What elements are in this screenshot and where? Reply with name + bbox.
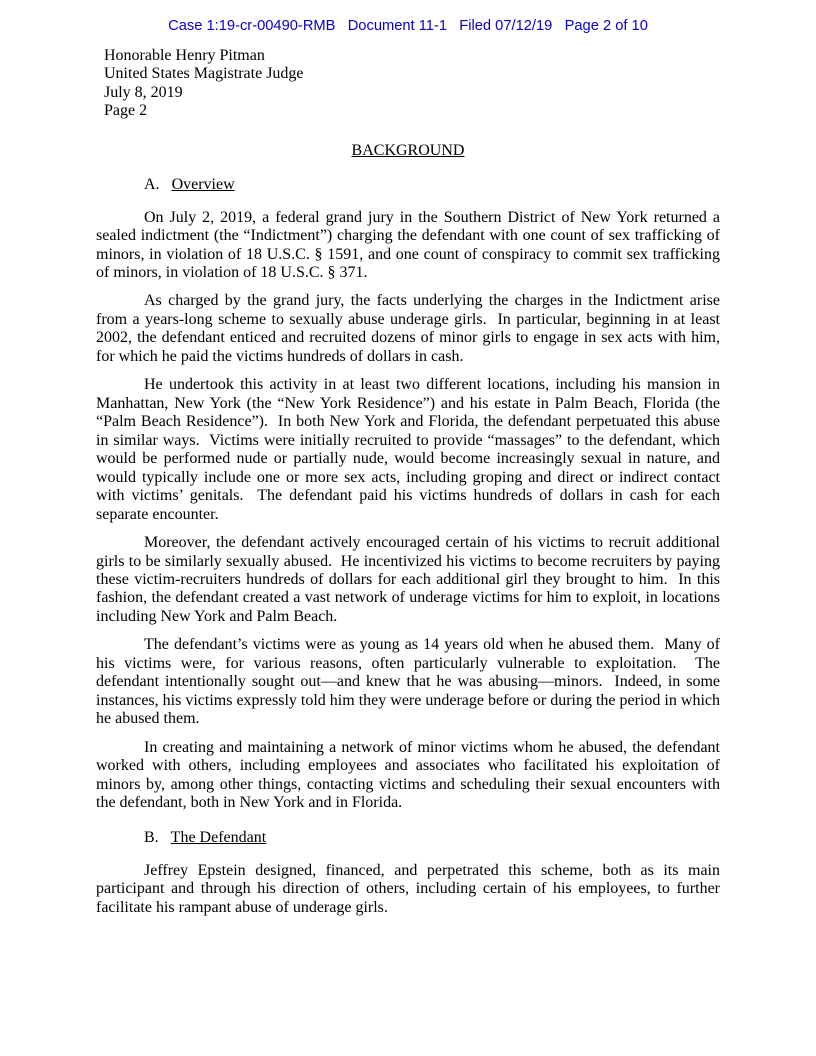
address-line-recipient: Honorable Henry Pitman bbox=[104, 47, 265, 64]
paragraph-overview-4: Moreover, the defendant actively encouraged certain of his victims to recruit additional girls to be similarly sexually abused. He incentivized his victims to become recruiters by paying these victim-recruiters hundreds of dollars for each additional girl they brought to him. In this fashion, the defendant created a vast network of underage victims for him to exploit, in locations including New York and Palm Beach. bbox=[96, 534, 724, 625]
paragraph-overview-6: In creating and maintaining a network of minor victims whom he abused, the defendant worked with others, including employees and associates who facilitated his exploitation of minors by, among other things, contacting victims and scheduling their sexual encounters with the defendant, both in New York and in Florida. bbox=[96, 738, 724, 812]
paragraph-overview-2: As charged by the grand jury, the facts underlying the charges in the Indictment arise from a years-long scheme to sexually abuse underage girls. In particular, beginning in at least 2002, the defendant enticed and recruited dozens of minor girls to engage in sex acts with him, for which he paid the victims hundreds of dollars in cash. bbox=[96, 292, 724, 365]
paragraph-overview-3: He undertook this activity in at least two different locations, including his mansion in Manhattan, New York (the “New York Residence”) and his estate in Palm Beach, Florida (the “Palm Beach Residence”). In both New York and Florida, the defendant perpetuated this abuse in similar ways. Victims were initially recruited to provide “massages” to the defendant, which would be performed nude or partially nude, would become increasingly sexual in nature, and would typically include one or more sex acts, including groping and direct or indirect contact with victims’ genitals. The defendant paid his victims hundreds of dollars in cash for each separate encounter. bbox=[96, 376, 724, 523]
section-prefix-b: B. bbox=[144, 828, 159, 846]
paragraph-overview-1: On July 2, 2019, a federal grand jury in the Southern District of New York returned a sealed indictment (the “Indictment”) charging the defendant with one count of sex trafficking of minors, in violation of 18 U.S.C. § 1591, and one count of conspiracy to commit sex trafficking of minors, in violation of 18 U.S.C. § 371. bbox=[96, 208, 724, 281]
address-block bbox=[104, 47, 720, 121]
section-label-overview: Overview bbox=[171, 175, 235, 193]
address-line-page: Page 2 bbox=[104, 102, 148, 120]
document-title-text: BACKGROUND bbox=[351, 141, 465, 159]
paragraph-defendant-1: Jeffrey Epstein designed, financed, and perpetrated this scheme, both as its main participant and through his direction of others, including certain of his employees, to further facilitate his rampant abuse of underage girls. bbox=[96, 861, 724, 916]
address-line-date: July 8, 2019 bbox=[104, 83, 183, 101]
section-heading-defendant bbox=[144, 829, 720, 847]
section-prefix-a: A. bbox=[144, 175, 160, 193]
case-stamp-header: Case 1:19-cr-00490-RMB Document 11-1 Filed 07/12/19 Page 2 of 10 bbox=[168, 18, 648, 34]
paragraph-overview-5: The defendant’s victims were as young as 14 years old when he abused them. Many of his victims were, for various reasons, often particularly vulnerable to exploitation. The defendant intentionally sought out—and knew that he was abusing—minors. Indeed, in some instances, his victims expressly told him they were underage before or during the period in which he abused them. bbox=[96, 636, 724, 728]
section-label-defendant: The Defendant bbox=[170, 828, 267, 846]
address-line-title: United States Magistrate Judge bbox=[104, 65, 304, 83]
section-heading-overview bbox=[144, 176, 720, 194]
document-title bbox=[96, 142, 720, 160]
